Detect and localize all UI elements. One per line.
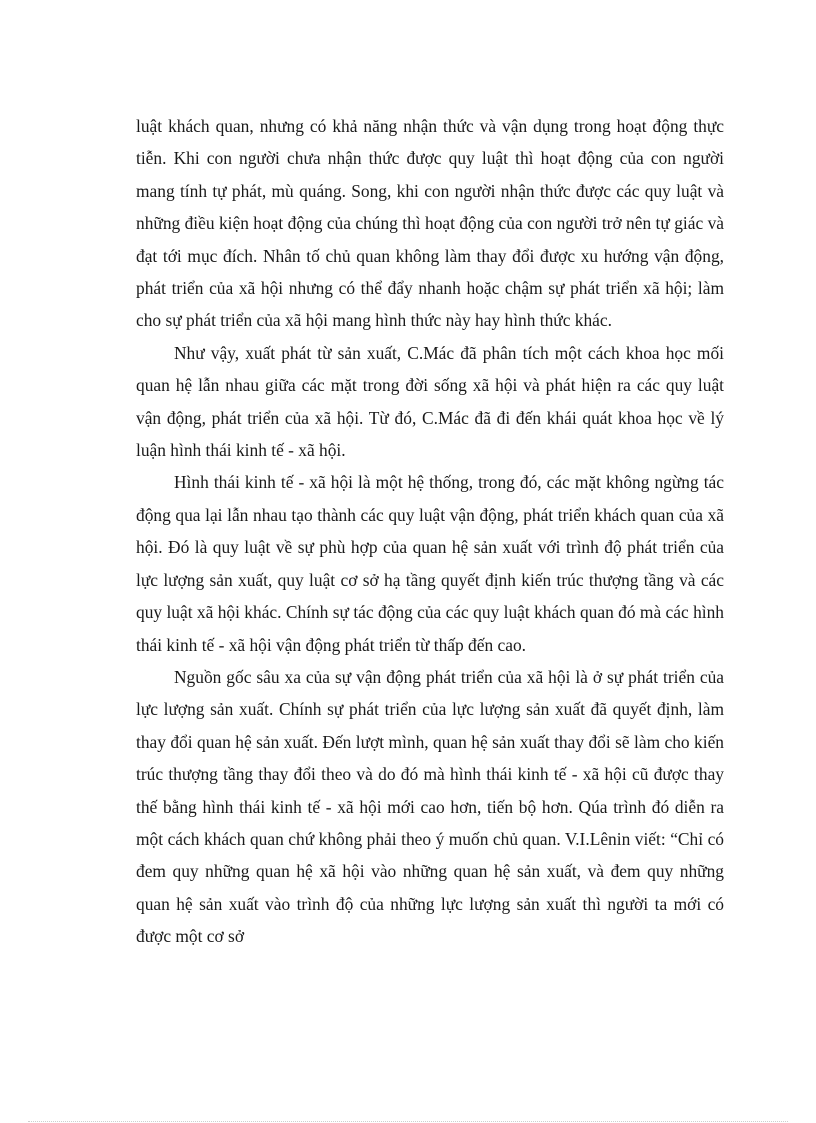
paragraph-origin-of-development: Nguồn gốc sâu xa của sự vận động phát triển của xã hội là ở sự phát triển của lực lượng sản xuất. Chính sự phát triển của lực lượng sản xuất đã quyết định, làm thay đổi quan hệ sản xuất. Đến lượt mình, quan hệ sản xuất thay đổi sẽ làm cho kiến trúc thượng tầng thay đổi theo và do đó mà hình thái kinh tế - xã hội cũ được thay thế bằng hình thái kinh tế - xã hội mới cao hơn, tiến bộ hơn. Qúa trình đó diễn ra một cách khách quan chứ không phải theo ý muốn chủ quan. V.I.Lênin viết: “Chỉ có đem quy những quan hệ xã hội vào những quan hệ sản xuất, và đem quy những quan hệ sản xuất vào trình độ của những lực lượng sản xuất thì người ta mới có được một cơ sở (136, 666, 724, 947)
paragraph-continued: luật khách quan, nhưng có khả năng nhận thức và vận dụng trong hoạt động thực tiễn. Khi con người chưa nhận thức được quy luật thì hoạt động của con người mang tính tự phát, mù quáng. Song, khi con người nhận thức được các quy luật và những điều kiện hoạt động của chúng thì hoạt động của con người trở nên tự giác và đạt tới mục đích. Nhân tố chủ quan không làm thay đổi được xu hướng vận động, phát triển của xã hội nhưng có thể đẩy nhanh hoặc chậm sự phát triển xã hội; làm cho sự phát triển của xã hội mang hình thức này hay hình thức khác. (136, 116, 724, 331)
page-bottom-divider (28, 1121, 788, 1122)
document-body (136, 110, 724, 953)
paragraph-marx-analysis: Như vậy, xuất phát từ sản xuất, C.Mác đã phân tích một cách khoa học mối quan hệ lẫn nhau giữa các mặt trong đời sống xã hội và phát hiện ra các quy luật vận động, phát triển của xã hội. Từ đó, C.Mác đã đi đến khái quát khoa học về lý luận hình thái kinh tế - xã hội. (136, 342, 724, 461)
paragraph-socio-economic-formation: Hình thái kinh tế - xã hội là một hệ thống, trong đó, các mặt không ngừng tác động qua lại lẫn nhau tạo thành các quy luật vận động, phát triển khách quan của xã hội. Đó là quy luật về sự phù hợp của quan hệ sản xuất với trình độ phát triển của lực lượng sản xuất, quy luật cơ sở hạ tầng quyết định kiến trúc thượng tầng và các quy luật xã hội khác. Chính sự tác động của các quy luật khách quan đó mà các hình thái kinh tế - xã hội vận động phát triển từ thấp đến cao. (136, 472, 724, 655)
